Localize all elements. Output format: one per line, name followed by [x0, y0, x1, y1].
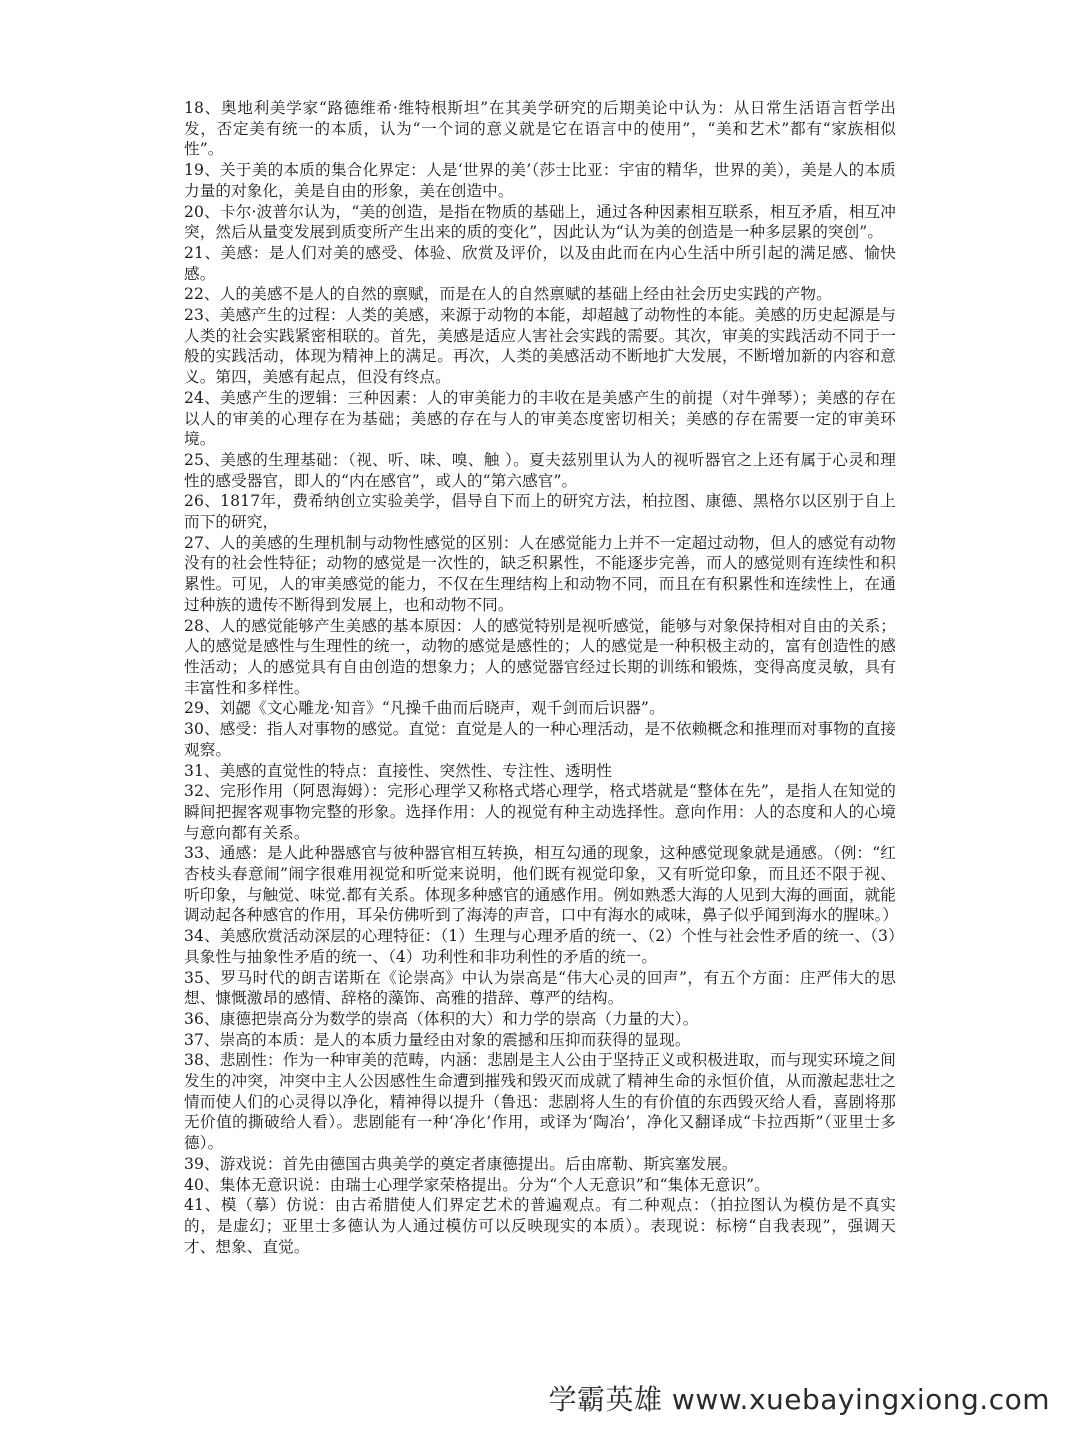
- paragraph-27: 27、人的美感的生理机制与动物性感觉的区别：人在感觉能力上并不一定超过动物，但人的感觉有动物没有的社会性特征；动物的感觉是一次性的，缺乏积累性，不能逐步完善，而人的感觉则有连续性和积累性。可见，人的审美感觉的能力，不仅在生理结构上和动物不同，而且在有积累性和连续性上，在通过种族的遗传不断得到发展上，也和动物不同。: [184, 533, 896, 614]
- paragraph-26: 26、1817年，费希纳创立实验美学，倡导自下而上的研究方法，柏拉图、康德、黑格尔以区别于自上而下的研究，: [184, 492, 896, 532]
- paragraph-30: 30、感受：指人对事物的感觉。直觉：直觉是人的一种心理活动，是不依赖概念和推理而对事物的直接观察。: [184, 720, 896, 759]
- paragraph-29: 29、刘勰《文心雕龙·知音》“凡操千曲而后晓声，观千剑而后识器”。: [184, 699, 665, 718]
- paragraph-20: 20、卡尔·波普尔认为，“美的创造，是指在物质的基础上，通过各种因素相互联系，相互矛盾，相互冲突，然后从量变发展到质变所产生出来的质的变化”，因此认为“认为美的创造是一种多层累的突创”。: [184, 202, 896, 242]
- paragraph-18: 18、奥地利美学家“路德维希·维特根斯坦”在其美学研究的后期美论中认为：从日常生活语言哲学出发，否定美有统一的本质，认为“一个词的意义就是它在语言中的使用”，“美和艺术”都有“家族相似性”。: [184, 99, 896, 159]
- paragraph-23: 23、美感产生的过程：人类的美感，来源于动物的本能，却超越了动物性的本能。美感的历史起源是与人类的社会实践紧密相联的。首先，美感是适应人害社会实践的需要。其次，审美的实践活动不同于一般的实践活动，体现为精神上的满足。再次，人类的美感活动不断地扩大发展，不断增加新的内容和意义。第四，美感有起点，但没有终点。: [184, 306, 896, 387]
- paragraph-41: 41、模（摹）仿说：由古希腊使人们界定艺术的普遍观点。有二种观点：（拍拉图认为模仿是不真实的，是虚幻；亚里士多德认为人通过模仿可以反映现实的本质）。表现说：标榜“自我表现”，强调天才、想象、直觉。: [184, 1196, 896, 1256]
- paragraph-32: 32、完形作用（阿恩海姆）：完形心理学又称格式塔心理学，格式塔就是“整体在先”，是指人在知觉的瞬间把握客观事物完整的形象。选择作用：人的视觉有种主动选择性。意向作用：人的态度和人的心境与意向都有关系。: [184, 782, 896, 842]
- paragraph-22: 22、人的美感不是人的自然的禀赋，而是在人的自然禀赋的基础上经由社会历史实践的产物。: [184, 285, 832, 304]
- paragraph-37: 37、崇高的本质：是人的本质力量经由对象的震撼和压抑而获得的显现。: [184, 1030, 691, 1049]
- paragraph-39: 39、游戏说：首先由德国古典美学的奠定者康德提出。后由席勒、斯宾塞发展。: [184, 1154, 738, 1173]
- paragraph-34: 34、美感欣赏活动深层的心理特征：（1）生理与心理矛盾的统一、（2）个性与社会性矛盾的统一、（3）具象性与抽象性矛盾的统一、（4）功利性和非功利性的矛盾的统一。: [184, 927, 896, 966]
- paragraph-35: 35、罗马时代的朗吉诺斯在《论崇高》中认为崇高是“伟大心灵的回声”，有五个方面：庄严伟大的思想、慷慨激昂的感情、辞格的藻饰、高雅的措辞、尊严的结构。: [184, 968, 896, 1008]
- paragraph-40: 40、集体无意识说：由瑞士心理学家荣格提出。分为“个人无意识”和“集体无意识”。: [184, 1175, 770, 1194]
- paragraph-24: 24、美感产生的逻辑：三种因素：人的审美能力的丰收在是美感产生的前提（对牛弹琴）；美感的存在以人的审美的心理存在为基础；美感的存在与人的审美态度密切相关；美感的存在需要一定的审美环境。: [184, 388, 896, 449]
- paragraph-38: 38、悲剧性：作为一种审美的范畴，内涵：悲剧是主人公由于坚持正义或积极进取，而与现实环境之间发生的冲突，冲突中主人公因感性生命遭到摧残和毁灭而成就了精神生命的永恒价值，从而激起悲壮之情而使人们的心灵得以净化，精神得以提升（鲁迅：悲剧将人生的有价值的东西毁灭给人看，喜剧将那无价值的撕破给人看）。悲剧能有一种‘净化’作用，或译为‘陶冶’，净化又翻译成“卡拉西斯”（亚里士多德）。: [184, 1051, 896, 1153]
- paragraph-36: 36、康德把崇高分为数学的崇高（体积的大）和力学的崇高（力量的大）。: [184, 1009, 699, 1028]
- paragraph-21: 21、美感：是人们对美的感受、体验、欣赏及评价，以及由此而在内心生活中所引起的满足感、愉快感。: [184, 243, 896, 283]
- paragraph-25: 25、美感的生理基础：（视、听、味、嗅、触 ）。夏夫兹别里认为人的视听器官之上还有属于心灵和理性的感受器官，即人的“内在感官”，或人的“第六感官”。: [184, 450, 896, 490]
- site-watermark: 学霸英雄 www.xuebayingxiong.com: [548, 1383, 1050, 1416]
- paragraph-28: 28、人的感觉能够产生美感的基本原因：人的感觉特别是视听感觉，能够与对象保持相对自由的关系；人的感觉是感性与生理性的统一，动物的感觉是感性的；人的感觉是一种积极主动的，富有创造性的感性活动；人的感觉具有自由创造的想象力；人的感觉器官经过长期的训练和锻炼，变得高度灵敏，具有丰富性和多样性。: [184, 616, 896, 697]
- paragraph-31: 31、美感的直觉性的特点：直接性、突然性、专注性、透明性: [184, 761, 613, 780]
- paragraph-33: 33、通感：是人此种器感官与彼种器官相互转换，相互勾通的现象，这种感觉现象就是通感。（例：“红杏枝头春意闹”闹字很难用视觉和听觉来说明，他们既有视觉印象，又有听觉印象，而且还不限于视、听印象，与触觉、味觉.都有关系。体现多种感官的通感作用。例如熟悉大海的人见到大海的画面，就能调动起各种感官的作用，耳朵仿佛听到了海涛的声音，口中有海水的咸味，鼻子似乎闻到海水的腥味。）: [184, 844, 899, 925]
- document-body: [184, 98, 899, 1257]
- paragraph-19: 19、关于美的本质的集合化界定：人是‘世界的美’（莎士比亚：宇宙的精华，世界的美），美是人的本质力量的对象化，美是自由的形象，美在创造中。: [184, 161, 896, 200]
